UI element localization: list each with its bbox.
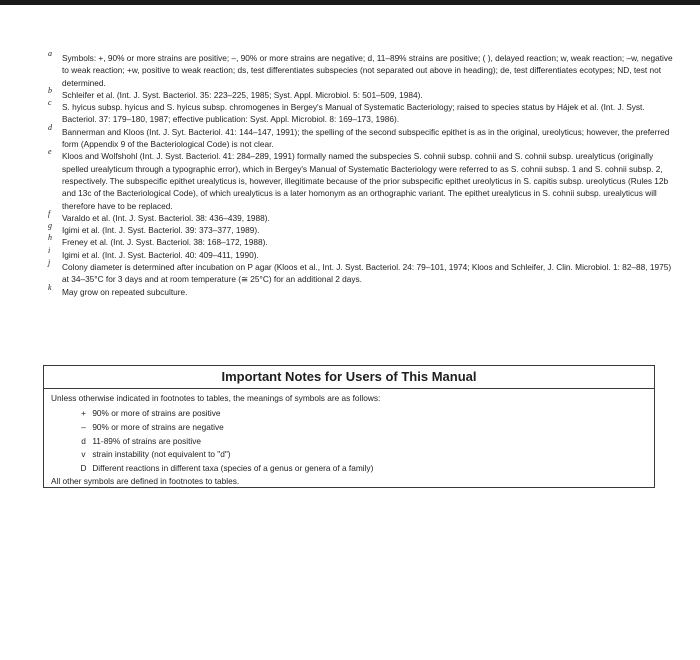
footnote-i <box>48 245 678 261</box>
symbol-meaning: 90% or more of strains are positive <box>92 408 221 418</box>
top-bar <box>0 0 700 5</box>
symbol-glyph: D <box>80 463 87 473</box>
footnote-text: Igimi et al. (Int. J. Syst. Bacteriol. 40: 409–411, 1990). <box>62 249 259 260</box>
symbol-row <box>77 462 373 474</box>
footnote-d <box>48 122 678 151</box>
footnote-text: May grow on repeated subculture. <box>62 286 188 297</box>
symbol-glyph: v <box>81 449 86 459</box>
footnote-text: Freney et al. (Int. J. Syst. Bacteriol. 38: 168–172, 1988). <box>62 237 268 248</box>
footnote-marker: j <box>48 258 51 268</box>
symbol-glyph: d <box>81 436 86 446</box>
footnote-marker: c <box>48 98 52 108</box>
footnote-b <box>48 85 678 101</box>
footnote-text: Symbols: +, 90% or more strains are positive; –, 90% or more strains are negative; d, 11–89% strains are positive; ( ), delayed reaction; w, weak reaction; –w, negative to weak reaction; +w, positive to weak reaction; ds, test differentiates subspecies (not separated out above in heading); de, test differentiates ecotypes; ND, test not determined. <box>62 53 673 88</box>
footnote-text: Bannerman and Kloos (Int. J. Syt. Bacteriol. 41: 144–147, 1991); the spelling of the second subspecific epithet is as in the original, ureolyticus; however, the preferred form (Appendix 9 of the Bacteriological Code) is not clear. <box>62 126 670 150</box>
footnote-f <box>48 208 678 224</box>
footnote-marker: d <box>48 122 52 132</box>
footnote-e <box>48 147 678 211</box>
footnote-text: Colony diameter is determined after incubation on P agar (Kloos et al., Int. J. Syst. Bacteriol. 24: 79–101, 1974; Kloos and Schleifer, J. Clin. Microbiol. 1: 82–88, 1975) at 34–35°C for 3 days and at room temperature (≅ 25°C) for an additional 2 days. <box>62 262 672 285</box>
footnote-marker: f <box>48 208 51 218</box>
footnote-a <box>48 49 678 89</box>
footnote-marker: g <box>48 221 52 231</box>
important-notes-box <box>43 365 655 488</box>
notes-outro: All other symbols are defined in footnotes to tables. <box>51 476 240 486</box>
symbol-row <box>77 448 231 460</box>
footnote-g <box>48 221 678 236</box>
symbol-row <box>77 435 201 447</box>
symbol-meaning: 90% or more of strains are negative <box>92 422 224 432</box>
symbol-row <box>77 421 224 433</box>
footnote-marker: h <box>48 233 52 243</box>
symbol-meaning: 11-89% of strains are positive <box>92 436 201 446</box>
footnote-h <box>48 233 678 248</box>
symbol-meaning: strain instability (not equivalent to "d") <box>92 449 231 459</box>
symbol-glyph: – <box>81 422 86 432</box>
footnote-text: Igimi et al. (Int. J. Syst. Bacteriol. 39: 373–377, 1989). <box>62 225 260 236</box>
footnote-marker: b <box>48 85 52 95</box>
symbol-meaning: Different reactions in different taxa (species of a genus or genera of a family) <box>92 463 374 473</box>
footnote-marker: a <box>48 49 52 58</box>
notes-title: Important Notes for Users of This Manual <box>44 366 654 389</box>
footnote-marker: k <box>48 282 52 292</box>
footnote-j <box>48 258 678 286</box>
footnote-text: Varaldo et al. (Int. J. Syst. Bacteriol. 38: 436–439, 1988). <box>62 212 270 223</box>
symbol-row <box>77 407 221 419</box>
footnote-text: Schleifer et al. (Int. J. Syst. Bacteriol. 35: 223–225, 1985; Syst. Appl. Microbiol. 5: 501–509, 1984). <box>62 89 423 100</box>
footnote-k <box>48 282 678 298</box>
footnote-marker: e <box>48 147 52 157</box>
notes-intro: Unless otherwise indicated in footnotes to tables, the meanings of symbols are as follows: <box>51 393 381 403</box>
footnote-marker: i <box>48 245 51 255</box>
symbol-glyph: + <box>81 408 86 418</box>
footnote-text: S. hyicus subsp. hyicus and S. hyicus subsp. chromogenes in Bergey's Manual of Systematic Bacteriology; raised to species status by Hájek et al. (Int. J. Syst. Bacteriol. 37: 179–180, 1987; effective publication: Syst. Appl. Microbiol. 8: 169–173, 1986). <box>62 102 645 125</box>
footnote-list <box>48 49 678 298</box>
footnote-c <box>48 98 678 126</box>
footnote-text: Kloos and Wolfshohl (Int. J. Syst. Bacteriol. 41: 284–289, 1991) formally named the subspecies S. cohnii subsp. cohnii and S. cohnii subsp. urealyticus (originally spelled urealyticum through a typographic error), which in Bergey's Manual of Systematic Bacteriology were referred to as S. cohnii subsp. 1 and S. cohnii subsp. 2, respectively. The subspecific epithet urealyticus is, however, illegitimate because of the prior subspecific epithet ureolyticus in S. capitis subsp. ureolyticus (Rules 12b and 13c of the Bacteriological Code), of which urealyticus is a later homonym as an orthographic variant. The epithet urealyticus in S. cohnii subsp. urealyticus will therefore have to be replaced. <box>62 151 669 211</box>
